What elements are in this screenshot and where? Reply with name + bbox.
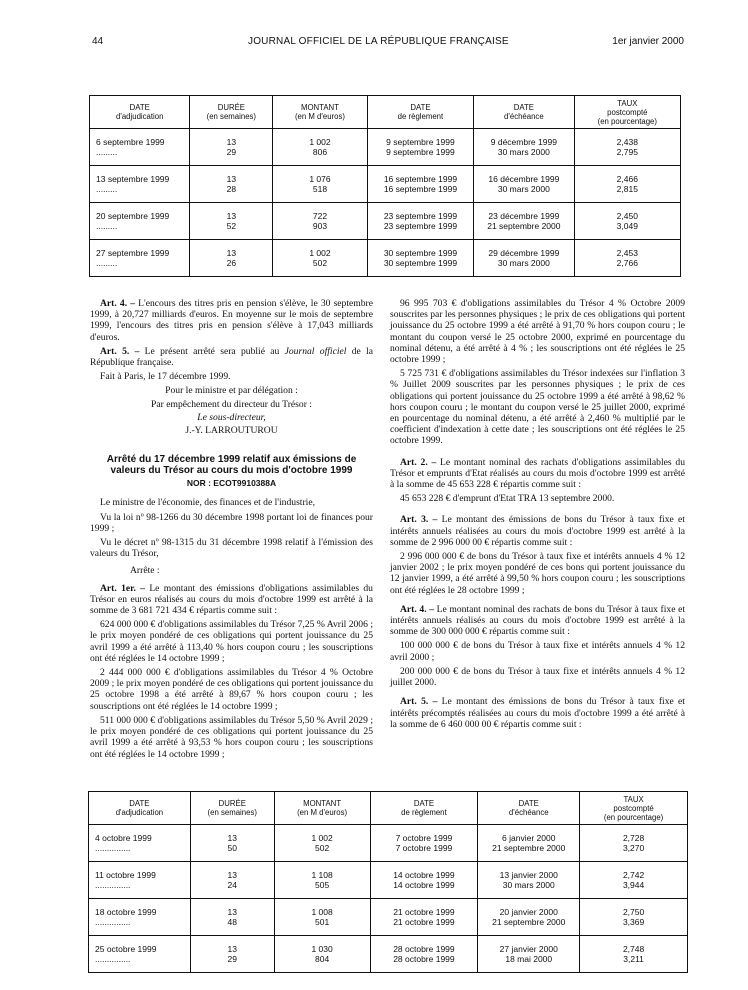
article-text: L'encours des titres pris en pension s'élève, le 30 septembre 1999, à 20,727 milliards d'euros. En moyenne sur le mois de septembre 1999, l'encours des titres pris en pension s'élève à 17,043 milliards d'euros. [90,298,373,343]
article-5-right [390,696,685,730]
table-cell-adjudication: 13 septembre 1999 ......... [90,166,190,203]
column-header: DATE d'adjudication [89,792,191,825]
article-3 [390,514,685,548]
table-cell-montant: 1 002 806 [273,129,368,166]
article-label: Art. 3. – [400,514,438,526]
article-4 [90,298,373,343]
table-cell-echeance: 16 décembre 1999 30 mars 2000 [474,166,574,203]
article-1-item: 2 444 000 000 € d'obligations assimilables du Trésor 4 % Octobre 2009 ; le prix moyen pondéré de ces obligations qui portent jouissance du 25 octobre 1998 a été arrêté à 89,67 % hors coupon couru ; les souscriptions ont été réglées le 14 octobre 1999 ; [90,667,373,712]
table-cell-reglement: 21 octobre 1999 21 octobre 1999 [370,899,478,936]
column-header: MONTANT (en M d'euros) [273,96,368,129]
article-label: Art. 2. – [400,456,437,468]
table-cell-taux: 2,453 2,766 [574,240,680,277]
journal-title: JOURNAL OFFICIEL DE LA RÉPUBLIQUE FRANÇAISE [248,36,509,47]
table-cell-duree: 13 24 [190,862,274,899]
table-row [89,899,688,936]
table-cell-taux: 2,742 3,944 [580,862,688,899]
table-cell-reglement: 16 septembre 1999 16 septembre 1999 [367,166,473,203]
table-cell-montant: 1 002 502 [274,825,370,862]
article-3-item: 2 996 000 000 € de bons du Trésor à taux fixe et intérêts annuels 4 % 12 janvier 2002 ; le prix moyen pondéré de ces bons qui portent jouissance du 12 janvier 1999, a été arrêté à 99,50 % hors coupon couru ; les souscriptions ont été réglées le 28 octobre 1999 ; [390,551,685,596]
signature-title: Le sous-directeur, [197,411,266,423]
table-row [90,203,681,240]
article-1 [90,583,373,617]
signature-line: Pour le ministre et par délégation : [165,385,298,397]
table-cell-duree: 13 48 [190,899,274,936]
article-text: Le montant des émissions de bons du Trésor à taux fixe et intérêts annuels réalisées au cours du mois d'octobre 1999 est arrêté à la somme de 2 996 000 00 € répartis comme suit : [390,514,685,548]
table-cell-montant: 1 008 501 [274,899,370,936]
table-cell-duree: 13 52 [190,203,273,240]
article-1-item: 624 000 000 € d'obligations assimilables du Trésor 7,25 % Avril 2006 ; le prix moyen pondéré de ces obligations qui portent jouissance du 25 avril 1999 a été arrêté à 113,40 % hors coupon couru ; les souscriptions ont été réglées le 14 octobre 1999 ; [90,619,373,664]
signature-line: Par empêchement du directeur du Trésor : [151,398,312,410]
article-label: Art. 1er. – [100,582,146,594]
nor-reference: NOR : ECOT9910388A [186,478,277,489]
table-cell-adjudication: 20 septembre 1999 ......... [90,203,190,240]
table-october-auctions [88,791,688,973]
table-cell-adjudication: 27 septembre 1999 ......... [90,240,190,277]
column-header: TAUX postcompté (en pourcentage) [574,96,680,129]
table-cell-taux: 2,438 2,795 [574,129,680,166]
visa-decret: Vu le décret nº 98-1315 du 31 décembre 1998 relatif à l'émission des valeurs du Trésor, [90,537,373,560]
column-header: DATE de règlement [370,792,478,825]
article-4-item: 100 000 000 € de bons du Trésor à taux fixe et intérêts annuels 4 % 12 avril 2000 ; [390,640,685,663]
table-cell-adjudication: 4 octobre 1999 ............... [89,825,191,862]
article-4-item: 200 000 000 € de bons du Trésor à taux fixe et intérêts annuels 4 % 12 juillet 2000. [390,665,685,689]
left-column [90,298,373,763]
column-header: MONTANT (en M d'euros) [274,792,370,825]
table-cell-reglement: 28 octobre 1999 28 octobre 1999 [370,936,478,973]
table-cell-taux: 2,450 3,049 [574,203,680,240]
column-header: DURÉE (en semaines) [190,96,273,129]
article-text: Le montant nominal des rachats d'obligations assimilables du Trésor et emprunts d'Etat réalisés au cours du mois d'octobre 1999 est arrêté à la somme de 45 653 228 € répartis comme suit : [390,456,685,491]
arrete-title: Arrêté du 17 décembre 1999 relatif aux émissions de valeurs du Trésor au cours du mois d'octobre 1999 [106,454,357,477]
obligation-item: 5 725 731 € d'obligations assimilables du Trésor indexées sur l'inflation 3 % Juillet 2009 souscrites par les personnes physiques ; le prix de ces obligations qui portent jouissance du 25 octobre 1999 a été arrêté à 98,62 % hors coupon couru ; le montant du coupon versé le 25 juillet 2000, exprimé en pourcentage du nominal détenu, a été arrêté à 2,460 % multiplié par le coefficient d'indexation à cette date ; les souscriptions ont été réglées le 25 octobre 1999. [390,368,685,447]
table-cell-reglement: 7 octobre 1999 7 octobre 1999 [370,825,478,862]
arrete-word: Arrête : [130,565,160,577]
table-cell-duree: 13 50 [190,825,274,862]
page-number: 44 [92,36,104,47]
table-header-row [90,96,681,129]
signatory-name: J.-Y. LARROUTUROU [185,425,278,437]
article-text: Le montant des émissions de bons du Trésor à taux fixe et intérêts précomptés réalisées au cours du mois d'octobre 1999 a été arrêté à la somme de 6 460 000 00 € répartis comme suit : [390,696,685,730]
visa-loi: Vu la loi nº 98-1266 du 30 décembre 1998 portant loi de finances pour 1999 ; [90,511,373,534]
table-cell-duree: 13 28 [190,166,273,203]
table-row [90,129,681,166]
table-cell-echeance: 29 décembre 1999 30 mars 2000 [474,240,574,277]
table-cell-taux: 2,750 3,369 [580,899,688,936]
issue-date: 1er janvier 2000 [612,36,684,47]
table-cell-duree: 13 26 [190,240,273,277]
table-cell-echeance: 27 janvier 2000 18 mai 2000 [478,936,580,973]
article-text: Le montant des émissions d'obligations assimilables du Trésor en euros réalisés au cours du mois d'octobre 1999 est arrêté à la somme de 3 681 721 434 € répartis comme suit : [90,582,373,617]
table-cell-montant: 1 030 804 [274,936,370,973]
table-row [89,936,688,973]
table-cell-echeance: 23 décembre 1999 21 septembre 2000 [474,203,574,240]
column-header: DATE de règlement [367,96,473,129]
obligation-item: 96 995 703 € d'obligations assimilables du Trésor 4 % Octobre 2009 souscrites par les personnes physiques ; le prix de ces obligations qui portent jouissance du 25 octobre 1999 a été arrêté à 91,70 % hors coupon couru ; le montant du coupon versé le 25 octobre 2000, exprimé en pourcentage du nominal détenu, a été arrêté à 4 % ; les souscriptions ont été réglées le 25 octobre 1999 ; [390,298,685,366]
article-label: Art. 4. – [100,298,136,309]
table-header-row [89,792,688,825]
table-cell-duree: 13 29 [190,129,273,166]
table-cell-taux: 2,728 3,270 [580,825,688,862]
table-cell-duree: 13 29 [190,936,274,973]
fait-a-paris: Fait à Paris, le 17 décembre 1999. [100,371,231,383]
article-label: Art. 5. – [100,345,140,357]
right-column [390,298,685,733]
table-cell-adjudication: 11 octobre 1999 ............... [89,862,191,899]
table-cell-montant: 1 108 505 [274,862,370,899]
table-cell-taux: 2,466 2,815 [574,166,680,203]
column-header: TAUX postcompté (en pourcentage) [580,792,688,825]
article-2 [390,457,685,491]
table-cell-adjudication: 25 octobre 1999 ............... [89,936,191,973]
article-text: de la République française. [90,345,374,369]
table-cell-echeance: 13 janvier 2000 30 mars 2000 [478,862,580,899]
article-text: Le présent arrêté sera publié au [139,345,285,357]
article-label: Art. 5. – [400,696,438,708]
article-1-item: 511 000 000 € d'obligations assimilables du Trésor 5,50 % Avril 2029 ; le prix moyen pondéré de ces obligations qui portent jouissance du 25 avril 1999 a été arrêté à 93,53 % hors coupon couru ; les souscriptions ont été réglées le 14 octobre 1999 ; [90,714,373,760]
table-cell-reglement: 30 septembre 1999 30 septembre 1999 [367,240,473,277]
table-cell-echeance: 6 janvier 2000 21 septembre 2000 [478,825,580,862]
article-5 [90,346,373,368]
article-2-item: 45 653 228 € d'emprunt d'Etat TRA 13 septembre 2000. [400,493,615,505]
table-cell-echeance: 9 décembre 1999 30 mars 2000 [474,129,574,166]
column-header: DATE d'adjudication [90,96,190,129]
table-cell-adjudication: 18 octobre 1999 ............... [89,899,191,936]
table-row [90,166,681,203]
table-cell-reglement: 14 octobre 1999 14 octobre 1999 [370,862,478,899]
table-september-auctions [89,95,681,277]
table-cell-adjudication: 6 septembre 1999 ......... [90,129,190,166]
article-text: Le montant nominal des rachats de bons du Trésor à taux fixe et intérêts annuels réalisés au cours du mois d'octobre 1999 est arrêté à la somme de 300 000 000 € répartis comme suit : [390,603,685,638]
article-label: Art. 4. – [400,603,435,615]
table-row [90,240,681,277]
article-4-right [390,604,685,638]
column-header: DATE d'échéance [478,792,580,825]
journal-name: Journal officiel [284,345,347,357]
table-cell-reglement: 9 septembre 1999 9 septembre 1999 [367,129,473,166]
visa-minister: Le ministre de l'économie, des finances et de l'industrie, [100,497,315,509]
table-cell-montant: 722 903 [273,203,368,240]
column-header: DATE d'échéance [474,96,574,129]
table-cell-reglement: 23 septembre 1999 23 septembre 1999 [367,203,473,240]
table-cell-montant: 1 002 502 [273,240,368,277]
table-cell-montant: 1 076 518 [273,166,368,203]
table-cell-echeance: 20 janvier 2000 21 septembre 2000 [478,899,580,936]
table-cell-taux: 2,748 3,211 [580,936,688,973]
table-row [89,862,688,899]
column-header: DURÉE (en semaines) [190,792,274,825]
table-row [89,825,688,862]
